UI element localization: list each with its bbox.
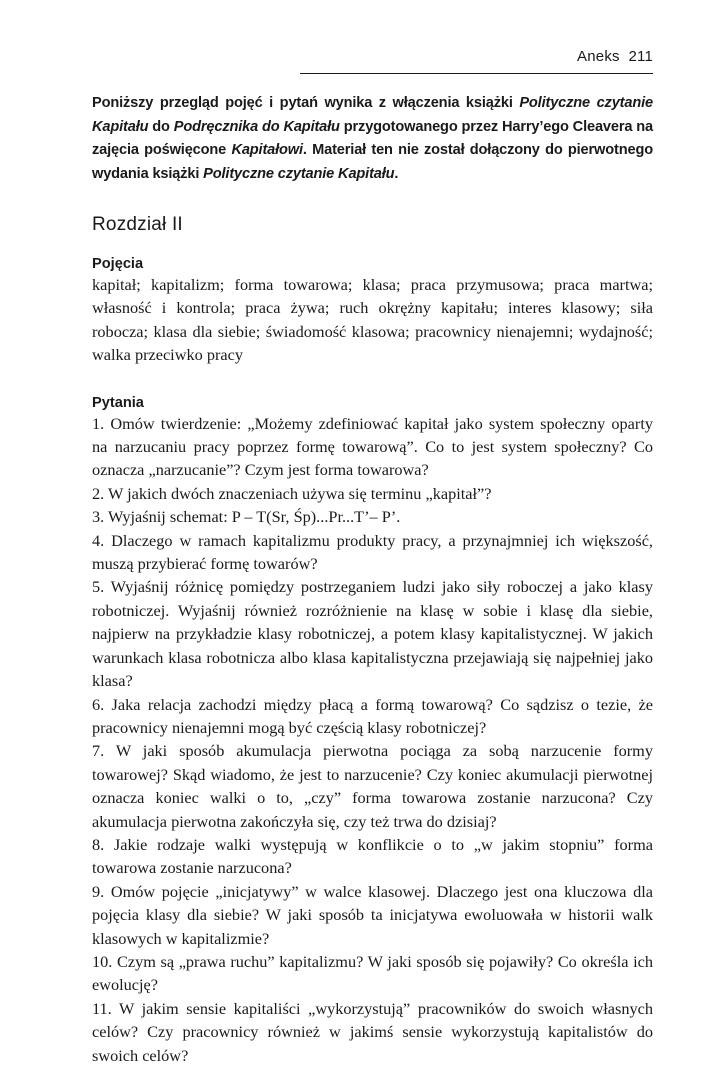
questions-heading: Pytania — [92, 394, 144, 411]
intro-text: do — [148, 118, 174, 135]
concepts-list: kapitał; kapitalizm; forma towarowa; klasa; praca przymusowa; praca martwa; własność i kontrola; praca żywa; ruch okrężny kapitału; interes klasowy; siła robocza; klasa dla siebie; świadomość klasowa; pracownicy nienajemni; wydajność; walka przeciwko pracy — [92, 275, 653, 365]
intro-text: . Materiał ten nie został dołączony do pierwotnego wydania książki — [92, 142, 653, 182]
question-item: 2. W jakich dwóch znaczeniach używa się terminu „kapitał”? — [92, 483, 492, 503]
concepts-heading: Pojęcia — [92, 256, 144, 272]
question-item: 10. Czym są „prawa ruchu” kapitalizmu? W jaki sposób się pojawiły? Co określa ich ewolucję? — [92, 951, 653, 995]
running-header — [300, 48, 653, 68]
question-item: 7. W jaki sposób akumulacja pierwotna pociąga za sobą narzucenie formy towarowej? Skąd wiadomo, że jest to narzucenie? Czy koniec akumulacji pierwotnej oznacza koniec walki o to, „czy” forma towarowa zostanie narzucona? Czy akumulacja pierwotna zakończyła się, czy też trwa do dzisiaj? — [92, 741, 653, 831]
header-section: Aneks — [577, 48, 620, 65]
question-item: 4. Dlaczego w ramach kapitalizmu produkty pracy, a przynajmniej ich większość, muszą przybierać formę towarów? — [92, 530, 653, 574]
page-content — [92, 92, 653, 1067]
intro-text: przygotowanego przez Harry’ego Cleavera na zajęcia poświęcone — [92, 118, 653, 158]
question-item: 11. W jakim sensie kapitaliści „wykorzystują” pracowników do swoich własnych celów? Czy pracownicy również w jakimś sensie wykorzystują kapitalistów do swoich celów? — [92, 998, 653, 1065]
intro-book-title: Kapitałowi — [231, 142, 303, 158]
question-item: 9. Omów pojęcie „inicjatywy” w walce klasowej. Dlaczego jest ona kluczowa dla pojęcia klasy dla siebie? W jaki sposób ta inicjatywa ewoluowała w historii walk klasowych w kapitalizmie? — [92, 881, 653, 948]
questions-list — [92, 412, 653, 1067]
question-item: 8. Jakie rodzaje walki występują w konflikcie o to „w jakim stopniu” forma towarowa zostanie narzucona? — [92, 834, 653, 878]
intro-text: . — [394, 165, 399, 182]
question-item: 1. Omów twierdzenie: „Możemy zdefiniować kapitał jako system społeczny oparty na narzucaniu pracy poprzez formę towarową”. Co to jest system społeczny? Co oznacza „narzucanie”? Czym jest forma towarowa? — [92, 413, 653, 480]
question-item: 5. Wyjaśnij różnicę pomiędzy postrzeganiem ludzi jako siły roboczej a jako klasy robotniczej. Wyjaśnij również rozróżnienie na klasę w sobie i klasę dla siebie, najpierw na przykładzie klasy robotniczej, a potem klasy kapitalistycznej. W jakich warunkach klasa robotnicza albo klasa kapitalistyczna przejawiają się najpełniej jako klasa? — [92, 577, 653, 691]
intro-book-title: Podręcznika do Kapitału — [173, 118, 340, 135]
question-item: 6. Jaka relacja zachodzi między płacą a formą towarową? Co sądzisz o tezie, że pracownicy nienajemni mogą być częścią klasy robotniczej? — [92, 694, 653, 737]
question-item: 3. Wyjaśnij schemat: P – T(Sr, Śp)...Pr...T’– P’. — [92, 507, 401, 527]
intro-book-title: Polityczne czytanie Kapitału — [203, 165, 395, 182]
intro-text: Poniższy przegląd pojęć i pytań wynika z włączenia książki — [92, 95, 520, 111]
intro-paragraph — [92, 92, 653, 186]
header-rule — [300, 73, 653, 74]
intro-book-title: Polityczne czytanie Kapitału — [92, 95, 653, 135]
page-number: 211 — [628, 48, 653, 65]
chapter-title: Rozdział II — [92, 214, 183, 235]
